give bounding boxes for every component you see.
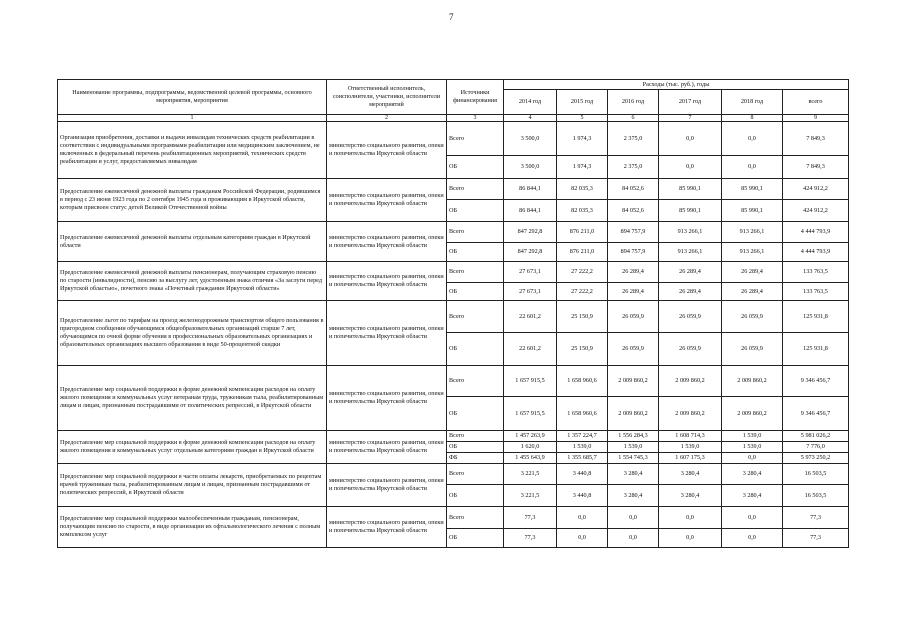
expense-value: 1 539,0: [659, 442, 722, 453]
expense-value: 3 280,4: [608, 485, 659, 507]
expense-value: 26 059,9: [659, 333, 722, 366]
expense-value: 847 292,8: [504, 222, 557, 243]
expense-value: 0,0: [659, 507, 722, 529]
activity-name: Организация приобретения, доставки и выдачи инвалидам технических средств реабилитации в соответствии с индивидуальными программами реабилитации или медицинским заключением, не включенных в федеральный перечень реабилитационных мероприятий, технических средств реабилитации и услуг, предоставляемых инвалидам: [58, 122, 327, 179]
expense-value: 77,3: [504, 529, 557, 548]
funding-source: Всего: [447, 431, 504, 442]
funding-source: ОБ: [447, 200, 504, 222]
expense-value: 0,0: [722, 529, 783, 548]
funding-source: ОБ: [447, 397, 504, 431]
expense-value: 0,0: [722, 507, 783, 529]
expense-value: 1 658 960,6: [557, 397, 608, 431]
expense-value: 3 280,4: [608, 464, 659, 485]
expense-value: 894 757,9: [608, 243, 659, 262]
funding-source: Всего: [447, 464, 504, 485]
expense-value: 26 289,4: [722, 283, 783, 301]
expense-value: 913 266,1: [659, 222, 722, 243]
column-number: 3: [447, 115, 504, 122]
table-row: [58, 122, 849, 156]
column-numbers-row: [58, 115, 849, 122]
expense-value: 1 974,3: [557, 156, 608, 179]
expense-value: 25 150,9: [557, 301, 608, 333]
expense-value: 876 211,0: [557, 243, 608, 262]
expense-total: 424 912,2: [783, 179, 849, 200]
responsible-executor: министерство социального развития, опеки и попечительства Иркутской области: [327, 262, 447, 301]
expense-value: 85 990,1: [722, 200, 783, 222]
expense-value: 26 059,9: [722, 301, 783, 333]
expense-value: 0,0: [659, 156, 722, 179]
responsible-executor: министерство социального развития, опеки и попечительства Иркутской области: [327, 301, 447, 366]
table-row: [58, 431, 849, 442]
funding-source: ОБ: [447, 529, 504, 548]
funding-source: Всего: [447, 122, 504, 156]
expense-value: 1 657 915,5: [504, 366, 557, 397]
expense-value: 84 052,6: [608, 179, 659, 200]
activity-name: Предоставление ежемесячной денежной выплаты гражданам Российской Федерации, родившимся в период с 23 июня 1923 года по 2 сентября 1945 года и проживающим в Иркутской области, которым присвоен статус детей Великой Отечественной войны: [58, 179, 327, 222]
expense-value: 2 375,0: [608, 156, 659, 179]
table-row: [58, 222, 849, 243]
budget-table: [57, 79, 849, 548]
expense-value: 3 440,8: [557, 464, 608, 485]
expense-value: 26 059,9: [608, 301, 659, 333]
expense-value: 1 457 263,9: [504, 431, 557, 442]
expense-value: 2 009 860,2: [722, 397, 783, 431]
expense-value: 0,0: [557, 529, 608, 548]
expense-value: 1 620,0: [504, 442, 557, 453]
activity-name: Предоставление мер социальной поддержки в форме денежной компенсации расходов на оплату жилого помещения и коммунальных услуг отдельным категориям граждан в Иркутской области: [58, 431, 327, 464]
header-responsible: Ответственный исполнитель, соисполнители, участники, исполнители мероприятий: [327, 80, 447, 115]
expense-value: 2 009 860,2: [659, 397, 722, 431]
expense-value: 0,0: [557, 507, 608, 529]
column-number: 4: [504, 115, 557, 122]
expense-value: 1 556 284,3: [608, 431, 659, 442]
expense-value: 2 009 860,2: [608, 397, 659, 431]
expense-total: 7 776,0: [783, 442, 849, 453]
column-number: 1: [58, 115, 327, 122]
expense-value: 26 289,4: [608, 262, 659, 283]
expense-value: 3 221,5: [504, 485, 557, 507]
header-total: всего: [783, 90, 849, 115]
expense-value: 26 289,4: [659, 262, 722, 283]
expense-value: 876 211,0: [557, 222, 608, 243]
expense-value: 25 150,9: [557, 333, 608, 366]
funding-source: Всего: [447, 366, 504, 397]
expense-value: 82 035,3: [557, 179, 608, 200]
expense-value: 77,3: [504, 507, 557, 529]
expense-value: 1 658 960,6: [557, 366, 608, 397]
expense-value: 2 009 860,2: [659, 366, 722, 397]
funding-source: ФБ: [447, 453, 504, 464]
table-row: [58, 464, 849, 485]
expense-value: 3 280,4: [659, 485, 722, 507]
expense-value: 1 355 685,7: [557, 453, 608, 464]
expense-value: 26 059,9: [608, 333, 659, 366]
expense-value: 27 673,1: [504, 262, 557, 283]
expense-value: 0,0: [608, 529, 659, 548]
column-number: 9: [783, 115, 849, 122]
expense-value: 2 009 860,2: [722, 366, 783, 397]
responsible-executor: министерство социального развития, опеки и попечительства Иркутской области: [327, 366, 447, 431]
column-number: 2: [327, 115, 447, 122]
expense-value: 3 500,0: [504, 122, 557, 156]
expense-value: 3 500,0: [504, 156, 557, 179]
expense-total: 5 981 026,2: [783, 431, 849, 442]
expense-value: 86 844,1: [504, 179, 557, 200]
funding-source: ОБ: [447, 333, 504, 366]
expense-total: 133 763,5: [783, 283, 849, 301]
expense-value: 26 289,4: [608, 283, 659, 301]
expense-value: 26 289,4: [722, 262, 783, 283]
expense-value: 0,0: [722, 122, 783, 156]
expense-value: 1 539,0: [608, 442, 659, 453]
expense-value: 26 059,9: [722, 333, 783, 366]
expense-value: 1 539,0: [557, 442, 608, 453]
table-row: [58, 507, 849, 529]
funding-source: ОБ: [447, 442, 504, 453]
expense-total: 4 444 793,9: [783, 222, 849, 243]
expense-value: 1 554 745,3: [608, 453, 659, 464]
table-row: [58, 366, 849, 397]
expense-value: 0,0: [722, 453, 783, 464]
expense-value: 847 292,8: [504, 243, 557, 262]
expense-value: 0,0: [659, 529, 722, 548]
funding-source: ОБ: [447, 243, 504, 262]
header-sources: Источники финансирования: [447, 80, 504, 115]
activity-name: Предоставление льгот по тарифам на проезд железнодорожным транспортом общего пользования в пригородном сообщении обучающимся общеобразовательных организаций старше 7 лет, обучающимся по очной форме обучения в профессиональных образовательных организациях и образовательных организациях высшего образования в виде 50-процентной скидки: [58, 301, 327, 366]
expense-value: 913 266,1: [659, 243, 722, 262]
table-row: [58, 262, 849, 283]
activity-name: Предоставление мер социальной поддержки в части оплаты лекарств, приобретаемых по рецептам врачей труженикам тыла, реабилитированным лицам и лицам, признанным пострадавшими от политических репрессий, в Иркутской области: [58, 464, 327, 507]
expense-value: 3 280,4: [722, 485, 783, 507]
column-number: 6: [608, 115, 659, 122]
expense-value: 3 280,4: [722, 464, 783, 485]
expense-total: 424 912,2: [783, 200, 849, 222]
activity-name: Предоставление мер социальной поддержки малообеспеченным гражданам, пенсионерам, получающим пенсию по старости, в виде организации их офтальмологического лечения с полным комплексом услуг: [58, 507, 327, 548]
expense-value: 27 222,2: [557, 262, 608, 283]
expense-value: 1 657 915,5: [504, 397, 557, 431]
responsible-executor: министерство социального развития, опеки и попечительства Иркутской области: [327, 222, 447, 262]
responsible-executor: министерство социального развития, опеки и попечительства Иркутской области: [327, 464, 447, 507]
expense-value: 22 601,2: [504, 333, 557, 366]
funding-source: Всего: [447, 222, 504, 243]
activity-name: Предоставление ежемесячной денежной выплаты отдельным категориям граждан в Иркутской области: [58, 222, 327, 262]
expense-total: 9 346 456,7: [783, 397, 849, 431]
expense-total: 77,3: [783, 529, 849, 548]
expense-value: 0,0: [659, 122, 722, 156]
expense-value: 86 844,1: [504, 200, 557, 222]
expense-value: 85 990,1: [659, 179, 722, 200]
funding-source: Всего: [447, 301, 504, 333]
expense-value: 84 052,6: [608, 200, 659, 222]
expense-value: 3 221,5: [504, 464, 557, 485]
column-number: 8: [722, 115, 783, 122]
expense-total: 77,3: [783, 507, 849, 529]
expense-value: 894 757,9: [608, 222, 659, 243]
expense-total: 4 444 793,9: [783, 243, 849, 262]
expense-total: 125 931,8: [783, 301, 849, 333]
responsible-executor: министерство социального развития, опеки и попечительства Иркутской области: [327, 431, 447, 464]
expense-value: 0,0: [608, 507, 659, 529]
funding-source: Всего: [447, 262, 504, 283]
header-year: 2014 год: [504, 90, 557, 115]
expense-value: 1 539,0: [722, 442, 783, 453]
page-number: 7: [449, 12, 454, 22]
funding-source: ОБ: [447, 283, 504, 301]
funding-source: ОБ: [447, 156, 504, 179]
header-year: 2016 год: [608, 90, 659, 115]
expense-value: 3 440,8: [557, 485, 608, 507]
expense-value: 1 455 643,9: [504, 453, 557, 464]
expense-value: 85 990,1: [659, 200, 722, 222]
expense-value: 0,0: [722, 156, 783, 179]
funding-source: Всего: [447, 179, 504, 200]
expense-total: 9 346 456,7: [783, 366, 849, 397]
responsible-executor: министерство социального развития, опеки и попечительства Иркутской области: [327, 179, 447, 222]
table-row: [58, 179, 849, 200]
funding-source: Всего: [447, 507, 504, 529]
expense-total: 7 849,3: [783, 156, 849, 179]
expense-value: 85 990,1: [722, 179, 783, 200]
expense-total: 16 503,5: [783, 485, 849, 507]
expense-total: 16 503,5: [783, 464, 849, 485]
responsible-executor: министерство социального развития, опеки и попечительства Иркутской области: [327, 507, 447, 548]
expense-value: 1 607 175,3: [659, 453, 722, 464]
expense-value: 2 009 860,2: [608, 366, 659, 397]
expense-value: 1 539,0: [722, 431, 783, 442]
expense-value: 1 608 714,3: [659, 431, 722, 442]
expense-value: 1 357 224,7: [557, 431, 608, 442]
expense-value: 913 266,1: [722, 222, 783, 243]
expense-value: 27 222,2: [557, 283, 608, 301]
expense-value: 913 266,1: [722, 243, 783, 262]
expense-total: 7 849,3: [783, 122, 849, 156]
header-expenses: Расходы (тыс. руб.), годы: [504, 80, 849, 90]
header-year: 2015 год: [557, 90, 608, 115]
expense-value: 2 375,0: [608, 122, 659, 156]
header-year: 2017 год: [659, 90, 722, 115]
expense-total: 5 973 250,2: [783, 453, 849, 464]
expense-value: 27 673,1: [504, 283, 557, 301]
expense-value: 26 289,4: [659, 283, 722, 301]
expense-value: 26 059,9: [659, 301, 722, 333]
expense-total: 125 931,8: [783, 333, 849, 366]
activity-name: Предоставление мер социальной поддержки в форме денежной компенсации расходов на оплату жилого помещения и коммунальных услуг ветеранам труда, труженикам тыла, реабилитированным лицам и лицам, признанным пострадавшими от политических репрессий, в Иркутской области: [58, 366, 327, 431]
activity-name: Предоставление ежемесячной денежной выплаты пенсионерам, получающим страховую пенсию по старости (инвалидности), пенсию за выслугу лет, удостоенным знака отличия «За заслуги перед Иркутской областью», почетного знака «Почетный гражданин Иркутской области»: [58, 262, 327, 301]
header-name: Наименование программы, подпрограммы, ведомственной целевой программы, основного мероприятия, мероприятия: [58, 80, 327, 115]
expense-value: 82 035,3: [557, 200, 608, 222]
expense-total: 133 763,5: [783, 262, 849, 283]
responsible-executor: министерство социального развития, опеки и попечительства Иркутской области: [327, 122, 447, 179]
column-number: 5: [557, 115, 608, 122]
expense-value: 3 280,4: [659, 464, 722, 485]
expense-value: 22 601,2: [504, 301, 557, 333]
table-row: [58, 301, 849, 333]
expense-value: 1 974,3: [557, 122, 608, 156]
column-number: 7: [659, 115, 722, 122]
funding-source: ОБ: [447, 485, 504, 507]
header-year: 2018 год: [722, 90, 783, 115]
